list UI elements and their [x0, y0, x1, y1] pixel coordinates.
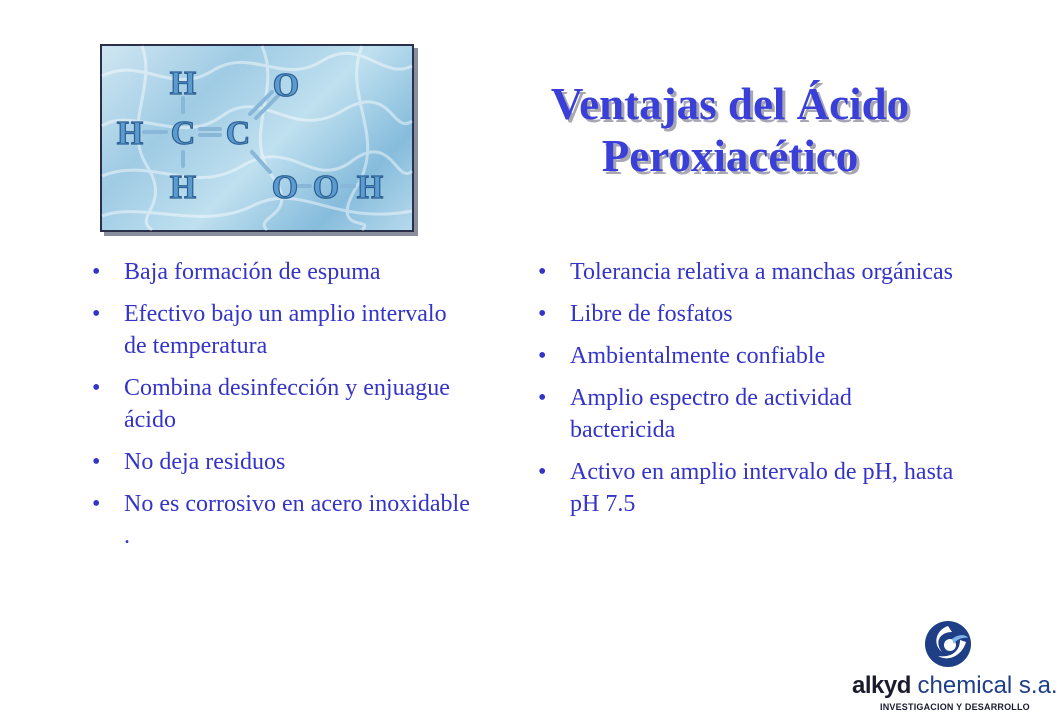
right-bullet-list — [538, 256, 958, 530]
bullet-icon: • — [92, 259, 101, 285]
bullet-item — [92, 298, 472, 362]
bullet-text: Activo en amplio intervalo de pH, hasta pH 7.5 — [570, 459, 954, 517]
slide-title-line1: Ventajas del Ácido — [550, 79, 910, 129]
bullet-text: Baja formación de espuma — [124, 259, 381, 285]
bullet-item — [92, 488, 472, 552]
bullet-text: Libre de fosfatos — [570, 301, 733, 327]
bullet-icon: • — [92, 449, 101, 475]
logo-tagline: INVESTIGACION Y DESARROLLO — [880, 702, 1030, 712]
atom-h-right: H — [356, 169, 384, 206]
bullet-icon: • — [538, 343, 547, 369]
logo-wordmark: alkyd chemical s.a. — [852, 672, 1058, 699]
bullet-text: No es corrosivo en acero inoxidable . — [124, 491, 470, 549]
bullet-text: Amplio espectro de actividad bactericida — [570, 385, 852, 443]
bullet-icon: • — [92, 301, 101, 327]
atom-o2: O — [312, 169, 340, 206]
bullet-icon: • — [538, 385, 547, 411]
bullet-item — [92, 372, 472, 436]
bullet-icon: • — [92, 491, 101, 517]
bullet-item — [92, 256, 472, 288]
left-bullet-list — [92, 256, 472, 562]
molecule-diagram — [102, 46, 412, 230]
atom-o-top: O — [272, 67, 300, 104]
bullet-text: Tolerancia relativa a manchas orgánicas — [570, 259, 954, 285]
atom-c2: C — [225, 115, 251, 152]
slide-title-line2: Peroxiacético — [601, 131, 859, 181]
bullet-icon: • — [538, 301, 547, 327]
atom-h-bottom: H — [169, 169, 197, 206]
atom-h-top: H — [169, 65, 197, 102]
bullet-item — [538, 256, 958, 288]
bullet-item — [538, 340, 958, 372]
swirl-logo-icon — [852, 620, 1037, 672]
atom-c1: C — [170, 115, 196, 152]
bullet-item — [538, 298, 958, 330]
bullet-text: No deja residuos — [124, 449, 286, 475]
bullet-icon: • — [92, 375, 101, 401]
slide-title — [470, 78, 990, 182]
bullet-icon: • — [538, 459, 547, 485]
bullet-item — [538, 456, 958, 520]
atom-o1: O — [271, 169, 299, 206]
bullet-text: Efectivo bajo un amplio intervalo de temperatura — [124, 301, 447, 359]
bullet-item — [92, 446, 472, 478]
molecule-image — [100, 44, 414, 232]
atom-h-left: H — [116, 115, 144, 152]
company-logo — [852, 620, 1058, 716]
bullet-text: Ambientalmente confiable — [570, 343, 826, 369]
bullet-icon: • — [538, 259, 547, 285]
bullet-item — [538, 382, 958, 446]
bullet-text: Combina desinfección y enjuague ácido — [124, 375, 450, 433]
